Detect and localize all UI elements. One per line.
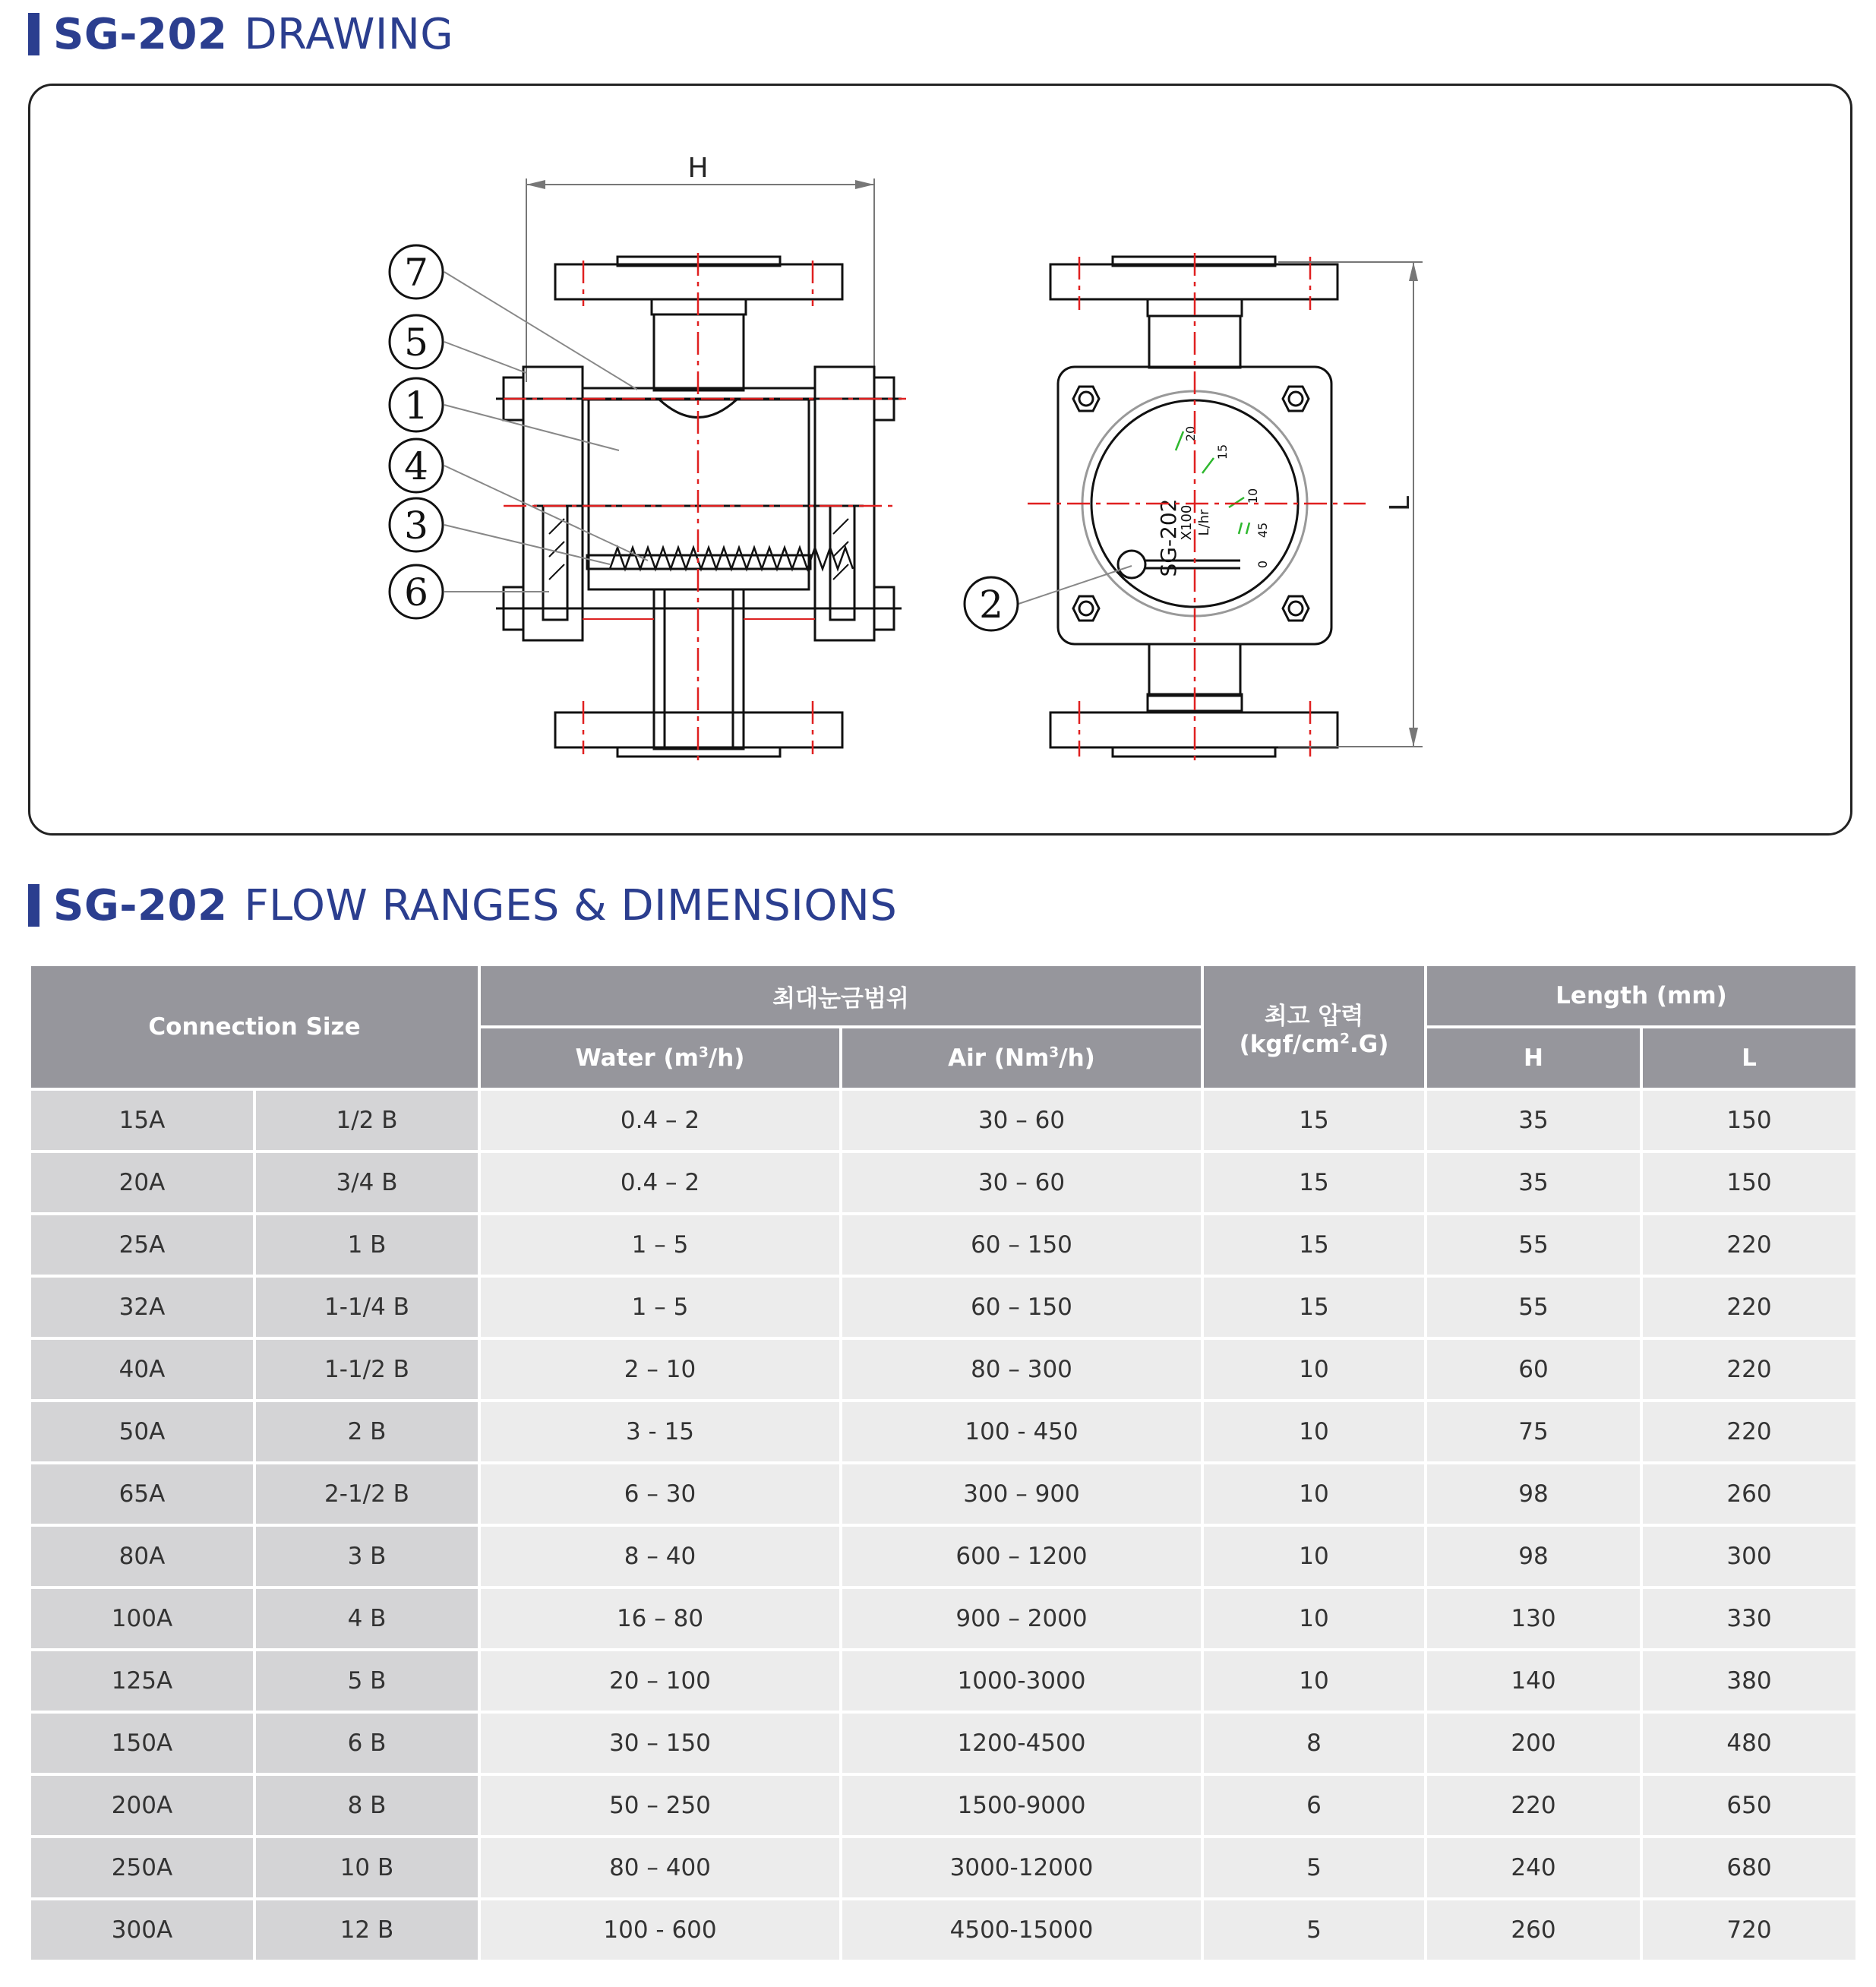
header-max-pressure bbox=[1202, 965, 1426, 1089]
cell-length-l: 720 bbox=[1641, 1899, 1857, 1961]
cell-length-h: 140 bbox=[1426, 1650, 1641, 1712]
cell-air-range: 900 – 2000 bbox=[841, 1587, 1202, 1650]
header-water: Water $(m^3/h)$ bbox=[479, 1027, 841, 1089]
header-connection-size: Connection Size bbox=[30, 965, 479, 1089]
table-row bbox=[30, 1463, 1857, 1525]
cell-size-a: 20A bbox=[30, 1151, 254, 1214]
cell-length-h: 35 bbox=[1426, 1089, 1641, 1151]
gauge-tick-15: 15 bbox=[1215, 444, 1230, 460]
cell-length-l: 150 bbox=[1641, 1089, 1857, 1151]
cell-length-h: 60 bbox=[1426, 1338, 1641, 1401]
cell-max-pressure: 15 bbox=[1202, 1214, 1426, 1276]
table-row bbox=[30, 1899, 1857, 1961]
cell-size-a: 65A bbox=[30, 1463, 254, 1525]
cell-length-l: 260 bbox=[1641, 1463, 1857, 1525]
cell-length-h: 98 bbox=[1426, 1525, 1641, 1587]
cell-max-pressure: 15 bbox=[1202, 1089, 1426, 1151]
pressure-sup: 2 bbox=[1340, 1031, 1350, 1047]
cell-water-range: 100 - 600 bbox=[479, 1899, 841, 1961]
cell-max-pressure: 10 bbox=[1202, 1650, 1426, 1712]
cell-length-l: 330 bbox=[1641, 1587, 1857, 1650]
cell-water-range: 0.4 – 2 bbox=[479, 1089, 841, 1151]
cell-length-h: 260 bbox=[1426, 1899, 1641, 1961]
cell-size-a: 40A bbox=[30, 1338, 254, 1401]
cell-length-h: 200 bbox=[1426, 1712, 1641, 1774]
header-l: L bbox=[1641, 1027, 1857, 1089]
cell-water-range: 80 – 400 bbox=[479, 1837, 841, 1899]
cell-size-a: 300A bbox=[30, 1899, 254, 1961]
cell-water-range: 3 - 15 bbox=[479, 1401, 841, 1463]
cell-size-b: 3/4 B bbox=[254, 1151, 479, 1214]
balloon-1: 1 bbox=[404, 384, 428, 428]
cell-air-range: 60 – 150 bbox=[841, 1276, 1202, 1338]
cell-max-pressure: 10 bbox=[1202, 1463, 1426, 1525]
cell-air-range: 30 – 60 bbox=[841, 1151, 1202, 1214]
cell-water-range: 8 – 40 bbox=[479, 1525, 841, 1587]
cell-max-pressure: 15 bbox=[1202, 1276, 1426, 1338]
cell-water-range: 20 – 100 bbox=[479, 1650, 841, 1712]
cell-water-range: 0.4 – 2 bbox=[479, 1151, 841, 1214]
cell-size-b: 1-1/4 B bbox=[254, 1276, 479, 1338]
gauge-unit: L/hr bbox=[1196, 509, 1212, 536]
section-view bbox=[390, 153, 906, 762]
gauge-model: SG-202 bbox=[1156, 498, 1181, 577]
cell-max-pressure: 10 bbox=[1202, 1338, 1426, 1401]
table-title: FLOW RANGES & DIMENSIONS bbox=[244, 880, 898, 930]
cell-air-range: 1500-9000 bbox=[841, 1774, 1202, 1837]
header-length: Length (mm) bbox=[1426, 965, 1857, 1027]
cell-length-h: 55 bbox=[1426, 1214, 1641, 1276]
cell-size-a: 15A bbox=[30, 1089, 254, 1151]
cell-length-l: 300 bbox=[1641, 1525, 1857, 1587]
cell-max-pressure: 10 bbox=[1202, 1587, 1426, 1650]
table-row bbox=[30, 1401, 1857, 1463]
table-row bbox=[30, 1338, 1857, 1401]
header-flow-range: 최대눈금범위 bbox=[479, 965, 1202, 1027]
cell-size-b: 1-1/2 B bbox=[254, 1338, 479, 1401]
technical-drawing bbox=[30, 86, 1855, 838]
cell-length-l: 220 bbox=[1641, 1401, 1857, 1463]
cell-length-l: 220 bbox=[1641, 1214, 1857, 1276]
cell-water-range: 30 – 150 bbox=[479, 1712, 841, 1774]
table-model: SG-202 bbox=[53, 880, 228, 930]
cell-water-range: 1 – 5 bbox=[479, 1214, 841, 1276]
cell-size-b: 3 B bbox=[254, 1525, 479, 1587]
cell-water-range: 50 – 250 bbox=[479, 1774, 841, 1837]
balloon-7: 7 bbox=[404, 251, 428, 295]
drawing-panel bbox=[28, 84, 1852, 836]
table-row bbox=[30, 1276, 1857, 1338]
part-balloons bbox=[390, 245, 443, 618]
table-row bbox=[30, 1712, 1857, 1774]
cell-length-h: 75 bbox=[1426, 1401, 1641, 1463]
cell-length-h: 55 bbox=[1426, 1276, 1641, 1338]
table-body bbox=[30, 1089, 1857, 1961]
dim-h-label: H bbox=[687, 153, 709, 184]
balloon-6: 6 bbox=[404, 570, 428, 614]
cell-air-range: 300 – 900 bbox=[841, 1463, 1202, 1525]
cell-air-range: 3000-12000 bbox=[841, 1837, 1202, 1899]
cell-max-pressure: 6 bbox=[1202, 1774, 1426, 1837]
drawing-section-title bbox=[28, 8, 453, 61]
header-air: Air (Nm$^3$/h) bbox=[841, 1027, 1202, 1089]
table-row bbox=[30, 1525, 1857, 1587]
cell-length-l: 220 bbox=[1641, 1276, 1857, 1338]
dim-l-label: L bbox=[1385, 495, 1416, 512]
cell-air-range: 1200-4500 bbox=[841, 1712, 1202, 1774]
cell-size-a: 32A bbox=[30, 1276, 254, 1338]
drawing-title: DRAWING bbox=[244, 9, 454, 59]
cell-max-pressure: 10 bbox=[1202, 1525, 1426, 1587]
balloon-4: 4 bbox=[404, 444, 428, 488]
cell-size-b: 10 B bbox=[254, 1837, 479, 1899]
cell-size-b: 1 B bbox=[254, 1214, 479, 1276]
cell-length-l: 480 bbox=[1641, 1712, 1857, 1774]
balloon-3: 3 bbox=[404, 504, 428, 548]
cell-length-l: 380 bbox=[1641, 1650, 1857, 1712]
table-row bbox=[30, 1587, 1857, 1650]
cell-length-h: 240 bbox=[1426, 1837, 1641, 1899]
cell-size-b: 5 B bbox=[254, 1650, 479, 1712]
table-row bbox=[30, 1837, 1857, 1899]
gauge-tick-10: 10 bbox=[1246, 488, 1260, 504]
balloon-5: 5 bbox=[404, 321, 428, 365]
cell-air-range: 4500-15000 bbox=[841, 1899, 1202, 1961]
title-marker bbox=[28, 13, 39, 55]
cell-length-l: 220 bbox=[1641, 1338, 1857, 1401]
cell-length-h: 98 bbox=[1426, 1463, 1641, 1525]
cell-size-b: 2-1/2 B bbox=[254, 1463, 479, 1525]
cell-size-a: 50A bbox=[30, 1401, 254, 1463]
cell-length-l: 680 bbox=[1641, 1837, 1857, 1899]
balloon-2: 2 bbox=[979, 583, 1003, 627]
table-row bbox=[30, 1774, 1857, 1837]
cell-size-b: 12 B bbox=[254, 1899, 479, 1961]
cell-size-a: 100A bbox=[30, 1587, 254, 1650]
cell-air-range: 600 – 1200 bbox=[841, 1525, 1202, 1587]
cell-water-range: 2 – 10 bbox=[479, 1338, 841, 1401]
cell-water-range: 1 – 5 bbox=[479, 1276, 841, 1338]
drawing-model: SG-202 bbox=[53, 9, 228, 59]
gauge-tick-20: 20 bbox=[1183, 425, 1198, 442]
cell-length-l: 150 bbox=[1641, 1151, 1857, 1214]
cell-size-a: 125A bbox=[30, 1650, 254, 1712]
cell-max-pressure: 5 bbox=[1202, 1837, 1426, 1899]
cell-water-range: 6 – 30 bbox=[479, 1463, 841, 1525]
table-row bbox=[30, 1151, 1857, 1214]
pressure-end: .G) bbox=[1350, 1030, 1389, 1058]
gauge-tick-45: 45 bbox=[1255, 522, 1270, 539]
cell-size-b: 4 B bbox=[254, 1587, 479, 1650]
cell-air-range: 30 – 60 bbox=[841, 1089, 1202, 1151]
cell-size-a: 200A bbox=[30, 1774, 254, 1837]
cell-max-pressure: 10 bbox=[1202, 1401, 1426, 1463]
table-row bbox=[30, 1089, 1857, 1151]
cell-size-b: 8 B bbox=[254, 1774, 479, 1837]
cell-length-h: 220 bbox=[1426, 1774, 1641, 1837]
cell-size-a: 250A bbox=[30, 1837, 254, 1899]
header-h: H bbox=[1426, 1027, 1641, 1089]
table-row bbox=[30, 1650, 1857, 1712]
cell-size-b: 6 B bbox=[254, 1712, 479, 1774]
pressure-line1: 최고 압력 bbox=[1264, 1002, 1364, 1030]
cell-length-h: 130 bbox=[1426, 1587, 1641, 1650]
cell-size-a: 80A bbox=[30, 1525, 254, 1587]
front-view bbox=[965, 253, 1423, 766]
cell-max-pressure: 5 bbox=[1202, 1899, 1426, 1961]
cell-size-b: 2 B bbox=[254, 1401, 479, 1463]
cell-water-range: 16 – 80 bbox=[479, 1587, 841, 1650]
cell-air-range: 80 – 300 bbox=[841, 1338, 1202, 1401]
cell-size-a: 150A bbox=[30, 1712, 254, 1774]
cell-size-b: 1/2 B bbox=[254, 1089, 479, 1151]
cell-size-a: 25A bbox=[30, 1214, 254, 1276]
title-marker bbox=[28, 884, 39, 927]
cell-air-range: 60 – 150 bbox=[841, 1214, 1202, 1276]
gauge-tick-0: 0 bbox=[1255, 560, 1270, 569]
cell-max-pressure: 15 bbox=[1202, 1151, 1426, 1214]
table-row bbox=[30, 1214, 1857, 1276]
cell-length-l: 650 bbox=[1641, 1774, 1857, 1837]
cell-length-h: 35 bbox=[1426, 1151, 1641, 1214]
table-section-title bbox=[28, 879, 897, 932]
cell-air-range: 1000-3000 bbox=[841, 1650, 1202, 1712]
pressure-line2: (kgf/cm bbox=[1239, 1030, 1341, 1058]
flow-dimensions-table bbox=[28, 963, 1859, 1963]
gauge-multiplier: X100 bbox=[1179, 504, 1195, 541]
cell-air-range: 100 - 450 bbox=[841, 1401, 1202, 1463]
cell-max-pressure: 8 bbox=[1202, 1712, 1426, 1774]
